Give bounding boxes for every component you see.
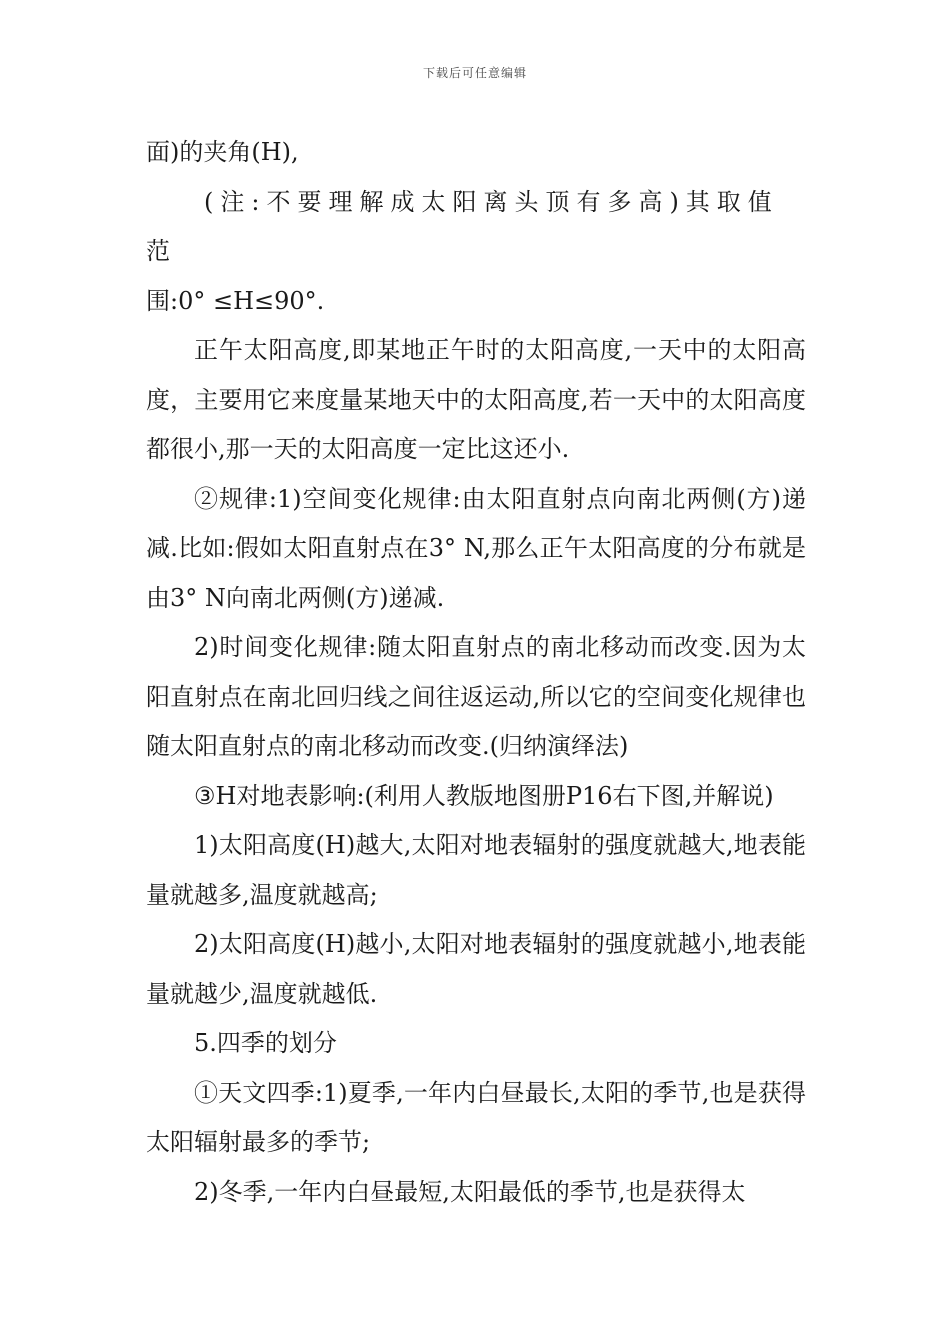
paragraph-4: 正午太阳高度,即某地正午时的太阳高度,一天中的太阳高度，主要用它来度量某地天中的太阳高度,若一天中的太阳高度都很小,那一天的太阳高度一定比这还小. (146, 336, 806, 463)
paragraph-7: ③H对地表影响:(利用人教版地图册P16右下图,并解说) (194, 781, 774, 810)
paragraph-8: 1)太阳高度(H)越大,太阳对地表辐射的强度就越大,地表能量就越多,温度就越高; (146, 831, 806, 909)
paragraph-9: 2)太阳高度(H)越小,太阳对地表辐射的强度就越小,地表能量就越少,温度就越低. (146, 930, 806, 1008)
paragraph-2: (注:不要理解成太阳离头顶有多高)其取值范 (146, 187, 779, 265)
paragraph-5: ②规律:1)空间变化规律:由太阳直射点向南北两侧(方)递减.比如:假如太阳直射点在3° N,那么正午太阳高度的分布就是由3° N向南北两侧(方)递减. (146, 484, 806, 612)
paragraph-10: 5.四季的划分 (194, 1029, 337, 1057)
paragraph-1: 面)的夹角(H), (146, 138, 299, 166)
page-header: 下载后可任意编辑 (422, 66, 527, 80)
paragraph-3: 围:0° ≤H≤90°. (146, 286, 325, 315)
paragraph-6: 2)时间变化规律:随太阳直射点的南北移动而改变.因为太阳直射点在南北回归线之间往返运动,所以它的空间变化规律也随太阳直射点的南北移动而改变.(归纳演绎法) (146, 633, 806, 760)
paragraph-11: ①天文四季:1)夏季,一年内白昼最长,太阳的季节,也是获得太阳辐射最多的季节; (146, 1078, 806, 1156)
document-body (146, 128, 806, 1217)
paragraph-12: 2)冬季,一年内白昼最短,太阳最低的季节,也是获得太 (194, 1177, 746, 1206)
